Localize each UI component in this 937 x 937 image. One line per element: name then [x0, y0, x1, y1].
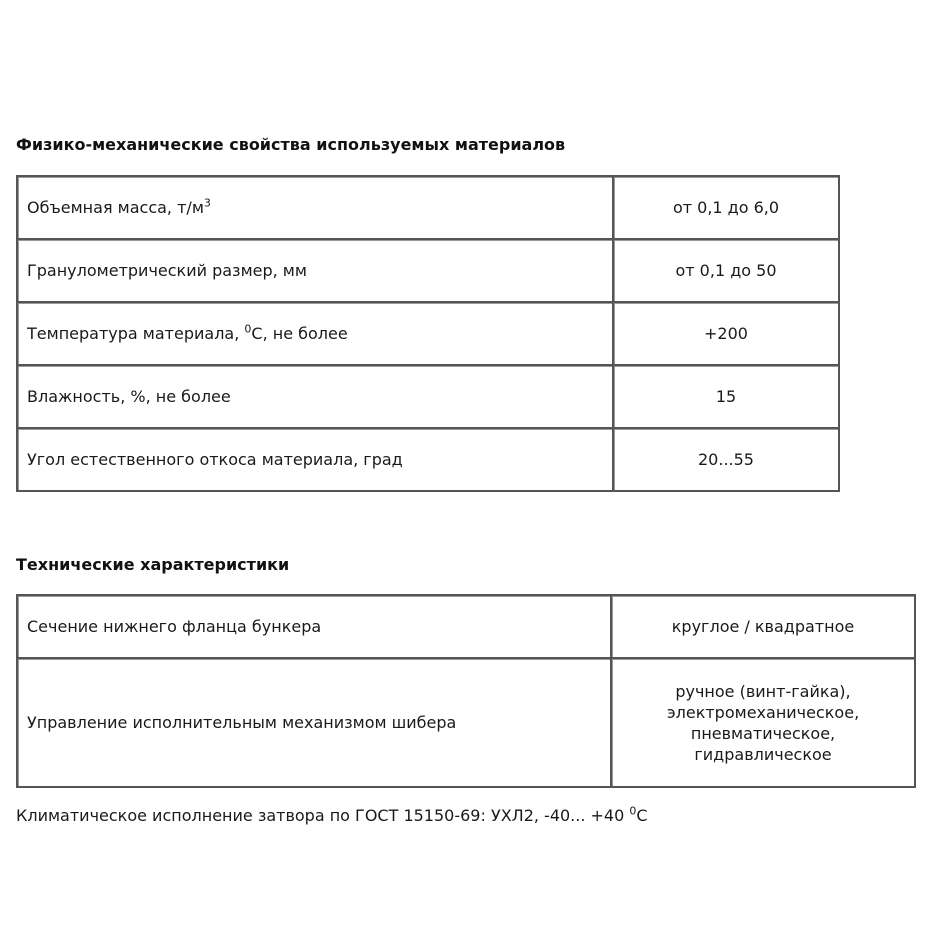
table-row: [18, 429, 840, 492]
row-label-gate-actuator-control: Управление исполнительным механизмом шибера: [18, 659, 612, 788]
row-value-flange-section: круглое / квадратное: [612, 596, 916, 659]
row-value-bulk-density: от 0,1 до 6,0: [614, 177, 840, 240]
table-row: [18, 240, 840, 303]
row-value-material-temperature: +200: [614, 303, 840, 366]
row-value-humidity: 15: [614, 366, 840, 429]
technical-specs-table: [16, 594, 916, 788]
row-label-bulk-density: Объемная масса, $т/м^3$: [18, 177, 614, 240]
climate-version-note: Климатическое исполнение затвора по ГОСТ 15150-69: УХЛ2, -40... +40 $^0$С: [16, 804, 648, 825]
table-row: [18, 659, 916, 788]
section-title-physical-properties: Физико-механические свойства используемых материалов: [16, 135, 566, 154]
table-row: [18, 366, 840, 429]
row-label-granule-size: Гранулометрический размер, мм: [18, 240, 614, 303]
section-title-technical-specs: Технические характеристики: [16, 555, 290, 574]
row-value-angle-of-repose: 20...55: [614, 429, 840, 492]
table-row: [18, 177, 840, 240]
table-row: [18, 596, 916, 659]
row-label-flange-section: Сечение нижнего фланца бункера: [18, 596, 612, 659]
row-value-gate-actuator-control: ручное (винт-гайка), электромеханическое, пневматическое, гидравлическое: [612, 659, 916, 788]
table-row: [18, 303, 840, 366]
row-label-humidity: Влажность, %, не более: [18, 366, 614, 429]
row-value-granule-size: от 0,1 до 50: [614, 240, 840, 303]
physical-properties-table: [16, 175, 840, 492]
row-label-material-temperature: Температура материала, $^0$С, не более: [18, 303, 614, 366]
row-label-angle-of-repose: Угол естественного откоса материала, град: [18, 429, 614, 492]
